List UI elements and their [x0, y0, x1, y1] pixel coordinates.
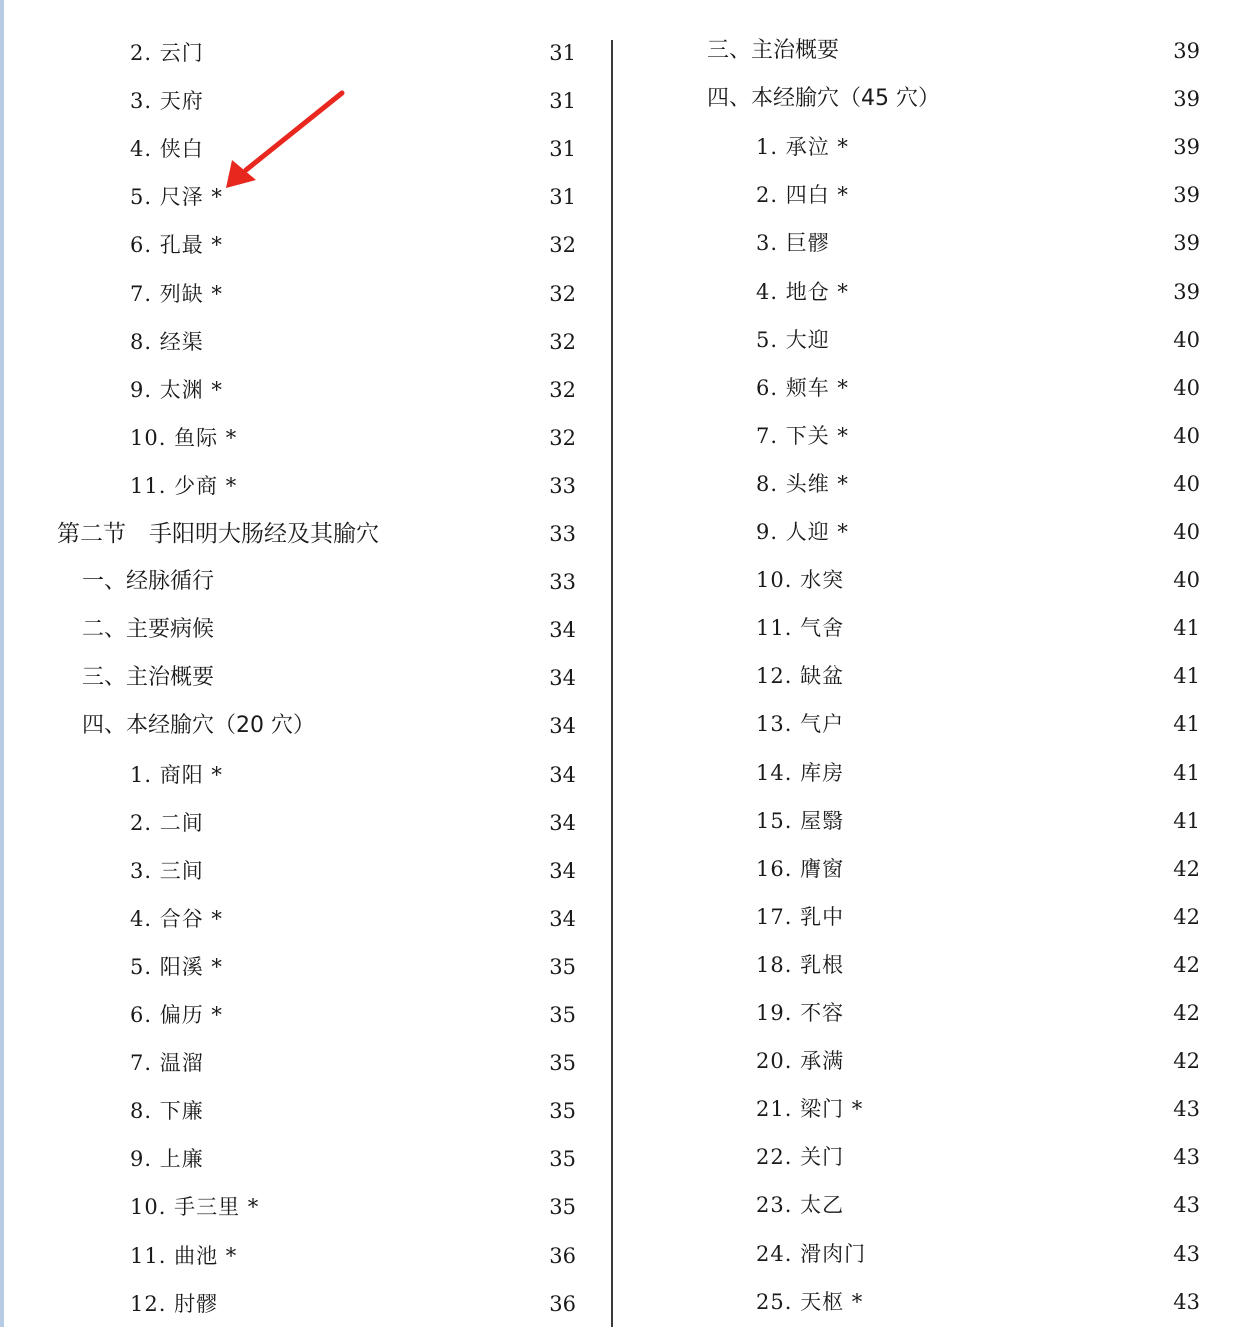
toc-entry-page-number: 33: [549, 473, 576, 498]
toc-entry-page-number: 43: [1173, 1097, 1200, 1122]
toc-entry-label: 10. 鱼际 *: [130, 425, 238, 450]
toc-entry-label: 8. 经渠: [130, 329, 204, 354]
toc-entry: [0, 274, 600, 314]
toc-entry-label: 16. 膺窗: [756, 856, 845, 881]
toc-entry: [620, 368, 1220, 408]
toc-entry: [620, 849, 1220, 889]
toc-entry-page-number: 32: [549, 281, 576, 306]
toc-entry-label: 13. 气户: [756, 712, 845, 737]
toc-entry-page-number: 43: [1173, 1241, 1200, 1266]
toc-entry-label: 21. 梁门 *: [756, 1097, 864, 1122]
toc-entry-label: 3. 巨髎: [756, 231, 830, 256]
toc-entry: [620, 1185, 1220, 1225]
toc-entry: [620, 1137, 1220, 1177]
toc-entry-label: 6. 颊车 *: [756, 375, 849, 400]
toc-entry-page-number: 35: [549, 1051, 576, 1076]
toc-entry-label: 3. 三间: [130, 858, 204, 883]
toc-entry-page-number: 32: [549, 329, 576, 354]
toc-entry: [620, 31, 1220, 71]
toc-entry-page-number: 42: [1173, 856, 1200, 881]
toc-entry: [0, 1139, 600, 1179]
toc-entry-page-number: 36: [549, 1243, 576, 1268]
toc-entry-label: 4. 地仓 *: [756, 279, 849, 304]
toc-entry: [0, 418, 600, 458]
toc-entry-page-number: 39: [1173, 87, 1200, 112]
toc-entry-page-number: 34: [549, 858, 576, 883]
toc-entry-page-number: 34: [549, 714, 576, 739]
toc-entry-label: 三、主治概要: [707, 38, 840, 63]
toc-entry-page-number: 42: [1173, 1049, 1200, 1074]
toc-entry-label: 9. 人迎 *: [756, 520, 849, 544]
toc-entry-page-number: 40: [1173, 327, 1200, 352]
toc-entry: [620, 1041, 1220, 1081]
toc-entry-label: 7. 下关 *: [756, 423, 849, 448]
toc-entry-page-number: 35: [549, 1003, 576, 1027]
toc-entry: [620, 704, 1220, 744]
toc-entry: [620, 416, 1220, 456]
toc-entry-page-number: 43: [1173, 1289, 1200, 1314]
toc-entry-label: 11. 少商 *: [130, 473, 238, 498]
toc-entry-page-number: 33: [549, 570, 576, 595]
toc-entry: [620, 512, 1220, 552]
toc-entry-label: 2. 二间: [130, 810, 204, 835]
toc-entry: [0, 225, 600, 265]
toc-entry-label: 1. 商阳 *: [130, 762, 223, 787]
toc-entry-label: 3. 天府: [130, 89, 204, 114]
toc-entry: [0, 177, 600, 217]
toc-entry-page-number: 39: [1173, 279, 1200, 304]
toc-entry-label: 24. 滑肉门: [756, 1241, 867, 1266]
toc-entry: [0, 322, 600, 362]
toc-entry-label: 第二节 手阳明大肠经及其腧穴: [57, 521, 379, 547]
toc-entry-label: 19. 不容: [756, 1001, 845, 1025]
toc-entry: [0, 370, 600, 410]
toc-entry-label: 12. 缺盆: [756, 664, 845, 689]
toc-entry-label: 9. 上廉: [130, 1147, 204, 1172]
toc-entry-page-number: 42: [1173, 904, 1200, 929]
toc-entry-page-number: 32: [549, 233, 576, 258]
toc-entry: [620, 801, 1220, 841]
toc-entry: [0, 514, 600, 554]
toc-entry: [0, 1091, 600, 1131]
toc-entry: [0, 851, 600, 891]
toc-entry-page-number: 41: [1173, 712, 1200, 737]
toc-entry-label: 三、主治概要: [82, 665, 215, 691]
toc-entry-label: 11. 气舍: [756, 616, 845, 641]
toc-entry-label: 11. 曲池 *: [130, 1243, 238, 1268]
toc-entry-label: 8. 头维 *: [756, 471, 849, 496]
toc-entry: [620, 127, 1220, 167]
column-divider: [611, 40, 613, 1327]
toc-entry-page-number: 34: [549, 762, 576, 787]
toc-entry-label: 4. 合谷 *: [130, 906, 223, 931]
toc-entry-label: 25. 天枢 *: [756, 1289, 864, 1314]
toc-entry-label: 四、本经腧穴（20 穴）: [82, 713, 315, 739]
toc-entry-page-number: 34: [549, 810, 576, 835]
toc-entry-page-number: 41: [1173, 616, 1200, 641]
toc-entry: [0, 466, 600, 506]
toc-entry-label: 17. 乳中: [756, 904, 845, 929]
toc-entry-page-number: 35: [549, 1099, 576, 1124]
toc-entry: [620, 1282, 1220, 1322]
toc-entry: [0, 1187, 600, 1227]
toc-entry: [0, 803, 600, 843]
toc-entry-label: 7. 列缺 *: [130, 281, 223, 306]
toc-entry: [620, 272, 1220, 312]
toc-entry-page-number: 40: [1173, 520, 1200, 544]
toc-entry: [0, 610, 600, 650]
toc-entry-label: 9. 太渊 *: [130, 377, 223, 402]
toc-entry: [620, 560, 1220, 600]
toc-entry-page-number: 34: [549, 618, 576, 643]
toc-entry-page-number: 41: [1173, 760, 1200, 785]
toc-entry-page-number: 41: [1173, 808, 1200, 833]
toc-entry: [620, 656, 1220, 696]
toc-entry: [620, 175, 1220, 215]
toc-entry-label: 5. 阳溪 *: [130, 954, 223, 979]
toc-entry: [0, 129, 600, 169]
toc-entry-label: 二、主要病候: [82, 617, 215, 643]
toc-entry: [620, 223, 1220, 263]
toc-entry: [0, 1284, 600, 1324]
toc-entry-label: 23. 太乙: [756, 1193, 845, 1218]
toc-entry-label: 4. 侠白: [130, 137, 204, 162]
toc-entry-page-number: 35: [549, 954, 576, 979]
toc-entry-page-number: 39: [1173, 231, 1200, 256]
toc-entry-page-number: 31: [549, 137, 576, 162]
toc-entry-page-number: 32: [549, 377, 576, 402]
toc-entry: [0, 706, 600, 746]
toc-entry: [620, 608, 1220, 648]
toc-entry-page-number: 40: [1173, 423, 1200, 448]
toc-entry: [620, 897, 1220, 937]
toc-entry-page-number: 34: [549, 906, 576, 931]
toc-entry-page-number: 41: [1173, 664, 1200, 689]
toc-entry-label: 2. 云门: [130, 41, 204, 65]
toc-entry-label: 14. 库房: [756, 760, 845, 785]
toc-entry-label: 10. 手三里 *: [130, 1195, 260, 1220]
toc-entry: [0, 947, 600, 987]
toc-entry: [0, 658, 600, 698]
toc-entry-label: 6. 偏历 *: [130, 1003, 223, 1027]
toc-entry-label: 7. 温溜: [130, 1051, 204, 1076]
toc-entry-label: 1. 承泣 *: [756, 135, 849, 160]
toc-entry-label: 2. 四白 *: [756, 183, 849, 208]
toc-entry: [620, 993, 1220, 1033]
toc-entry: [0, 81, 600, 121]
toc-entry-label: 5. 大迎: [756, 327, 830, 352]
toc-entry-label: 20. 承满: [756, 1049, 845, 1074]
toc-entry: [0, 995, 600, 1035]
toc-entry-page-number: 39: [1173, 135, 1200, 160]
toc-entry-label: 15. 屋翳: [756, 808, 845, 833]
toc-entry-page-number: 34: [549, 666, 576, 691]
toc-entry-page-number: 39: [1173, 183, 1200, 208]
toc-entry-page-number: 39: [1173, 39, 1200, 63]
toc-entry: [620, 320, 1220, 360]
toc-entry: [620, 753, 1220, 793]
toc-entry-label: 10. 水突: [756, 568, 845, 593]
toc-entry-label: 22. 关门: [756, 1145, 845, 1170]
toc-entry: [620, 1089, 1220, 1129]
toc-entry: [0, 33, 600, 73]
toc-entry-page-number: 36: [549, 1291, 576, 1316]
toc-entry-page-number: 40: [1173, 471, 1200, 496]
toc-entry: [0, 562, 600, 602]
toc-entry: [0, 1043, 600, 1083]
toc-entry-page-number: 40: [1173, 568, 1200, 593]
toc-entry: [620, 945, 1220, 985]
toc-entry: [620, 79, 1220, 119]
toc-entry-page-number: 31: [549, 185, 576, 210]
toc-entry-page-number: 42: [1173, 1001, 1200, 1025]
toc-entry: [620, 464, 1220, 504]
toc-entry: [0, 899, 600, 939]
toc-entry-page-number: 40: [1173, 375, 1200, 400]
toc-entry: [0, 755, 600, 795]
toc-entry-page-number: 35: [549, 1147, 576, 1172]
toc-entry-page-number: 31: [549, 41, 576, 65]
toc-entry-label: 8. 下廉: [130, 1099, 204, 1124]
toc-entry-page-number: 35: [549, 1195, 576, 1220]
toc-entry-label: 12. 肘髎: [130, 1291, 219, 1316]
toc-entry-page-number: 43: [1173, 1145, 1200, 1170]
toc-entry: [620, 1234, 1220, 1274]
toc-entry-page-number: 33: [549, 522, 576, 546]
toc-entry-label: 5. 尺泽 *: [130, 185, 223, 210]
toc-entry-label: 18. 乳根: [756, 952, 845, 977]
toc-entry-page-number: 43: [1173, 1193, 1200, 1218]
toc-entry-label: 四、本经腧穴（45 穴）: [707, 86, 940, 112]
toc-entry-label: 一、经脉循行: [82, 569, 215, 595]
toc-entry-page-number: 42: [1173, 952, 1200, 977]
toc-entry: [0, 1236, 600, 1276]
toc-entry-label: 6. 孔最 *: [130, 233, 223, 258]
toc-entry-page-number: 32: [549, 425, 576, 450]
toc-entry-page-number: 31: [549, 89, 576, 114]
